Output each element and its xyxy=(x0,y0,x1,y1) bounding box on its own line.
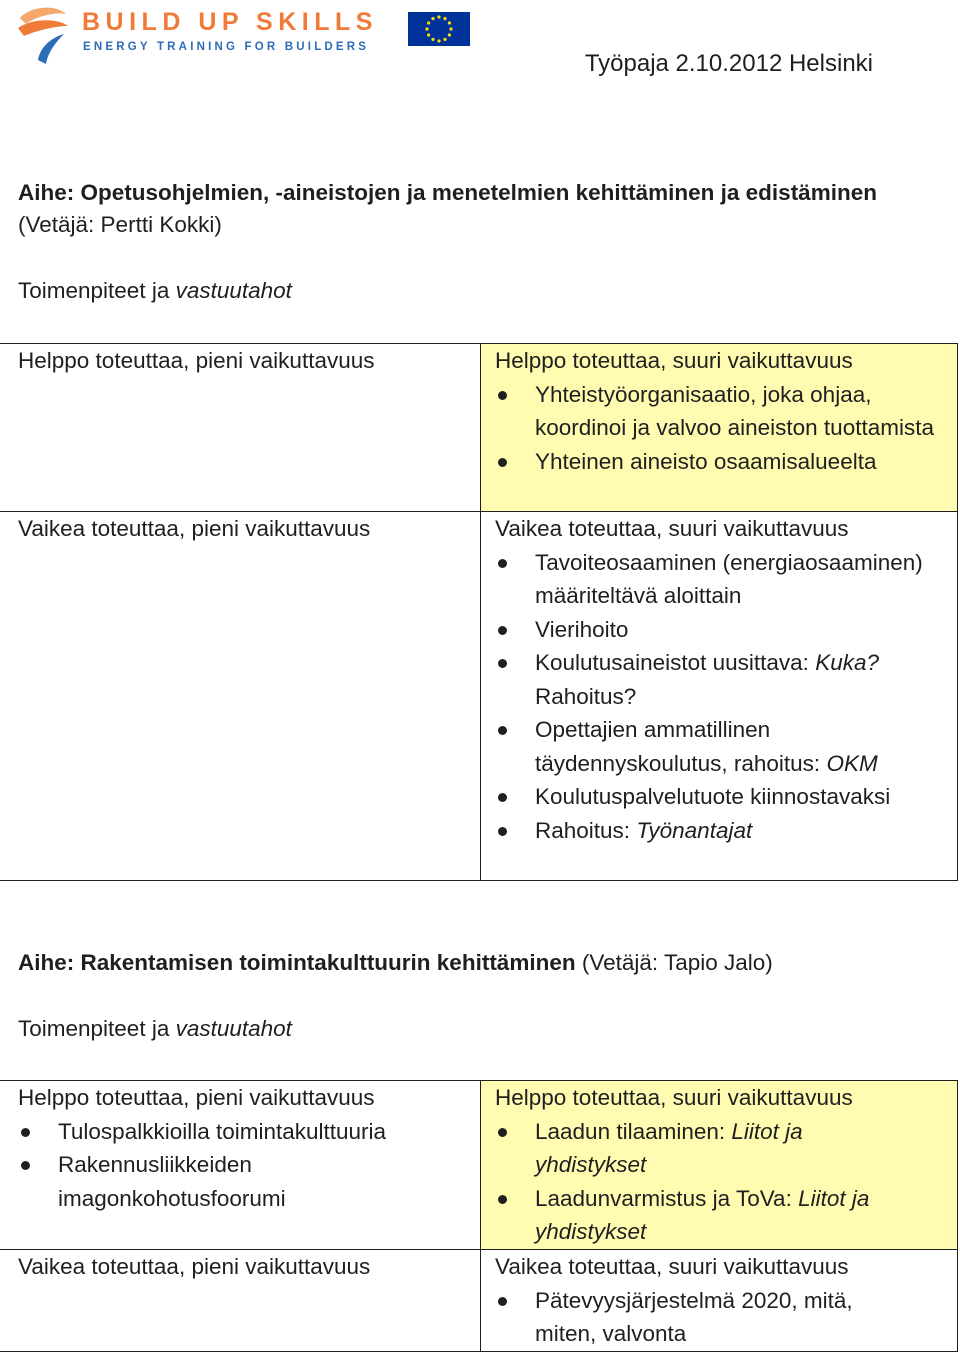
list-item: Yhteistyöorganisaatio, joka ohjaa, koordinoi ja valvoo aineiston tuottamista xyxy=(495,378,957,445)
list-item: Rakennusliikkeiden imagonkohotusfoorumi xyxy=(18,1148,480,1215)
list-item: Tulospalkkioilla toimintakulttuuria xyxy=(18,1115,480,1149)
list-item: Opettajien ammatillinen täydennyskoulutus, rahoitus: OKM xyxy=(495,713,957,780)
logo-subtitle: ENERGY TRAINING FOR BUILDERS xyxy=(83,41,370,53)
section1-matrix xyxy=(0,343,958,881)
section2-measures-heading: Toimenpiteet ja vastuutahot xyxy=(18,1016,292,1041)
list-item: Yhteinen aineisto osaamisalueelta xyxy=(495,445,957,479)
s1-easy-large-list xyxy=(495,378,957,479)
section2-topic: Aihe: Rakentamisen toimintakulttuurin kehittäminen (Vetäjä: Tapio Jalo) xyxy=(18,950,773,975)
s2-hard-large-list xyxy=(495,1284,957,1351)
list-item: Laadun tilaaminen: Liitot ja yhdistykset xyxy=(495,1115,957,1182)
list-item: Rahoitus: Työnantajat xyxy=(495,814,957,848)
s2-easy-large-heading: Helppo toteuttaa, suuri vaikuttavuus xyxy=(495,1085,853,1110)
section1-leader: (Vetäjä: Pertti Kokki) xyxy=(18,212,222,237)
section2-matrix xyxy=(0,1080,958,1352)
s2-easy-small-list xyxy=(18,1115,480,1216)
s2-easy-large-list xyxy=(495,1115,957,1249)
s2-easy-large-cell xyxy=(481,1081,958,1250)
list-item: Laadunvarmistus ja ToVa: Liitot ja yhdistykset xyxy=(495,1182,957,1249)
s1-easy-large-cell xyxy=(481,344,958,512)
logo-title: BUILD UP SKILLS xyxy=(82,8,378,36)
swirl-logo-icon xyxy=(16,4,72,66)
workshop-date-place: Työpaja 2.10.2012 Helsinki xyxy=(584,50,873,77)
s2-hard-large-heading: Vaikea toteuttaa, suuri vaikuttavuus xyxy=(495,1254,849,1279)
list-item: Tavoiteosaaminen (energiaosaaminen) määriteltävä aloittain xyxy=(495,546,957,613)
s1-hard-small-heading: Vaikea toteuttaa, pieni vaikuttavuus xyxy=(18,516,371,541)
section1-topic: Aihe: Opetusohjelmien, -aineistojen ja menetelmien kehittäminen ja edistäminen xyxy=(18,180,877,205)
s1-easy-small-cell xyxy=(0,344,481,512)
s1-hard-small-cell xyxy=(0,512,481,881)
s2-hard-large-cell xyxy=(481,1250,958,1352)
section1-measures-heading: Toimenpiteet ja vastuutahot xyxy=(18,278,292,303)
s1-easy-large-heading: Helppo toteuttaa, suuri vaikuttavuus xyxy=(495,348,853,373)
s2-easy-small-heading: Helppo toteuttaa, pieni vaikuttavuus xyxy=(18,1085,375,1110)
s1-hard-large-list xyxy=(495,546,957,848)
build-up-skills-logo xyxy=(16,4,476,70)
s2-hard-small-cell xyxy=(0,1250,481,1352)
eu-flag-icon xyxy=(408,12,470,46)
list-item: Pätevyysjärjestelmä 2020, mitä, miten, valvonta xyxy=(495,1284,957,1351)
s1-hard-large-cell xyxy=(481,512,958,881)
list-item: Koulutusaineistot uusittava: Kuka? Rahoitus? xyxy=(495,646,957,713)
list-item: Koulutuspalvelutuote kiinnostavaksi xyxy=(495,780,957,814)
s2-easy-small-cell xyxy=(0,1081,481,1250)
s1-easy-small-heading: Helppo toteuttaa, pieni vaikuttavuus xyxy=(18,348,375,373)
s1-hard-large-heading: Vaikea toteuttaa, suuri vaikuttavuus xyxy=(495,516,849,541)
s2-hard-small-heading: Vaikea toteuttaa, pieni vaikuttavuus xyxy=(18,1254,371,1279)
list-item: Vierihoito xyxy=(495,613,957,647)
